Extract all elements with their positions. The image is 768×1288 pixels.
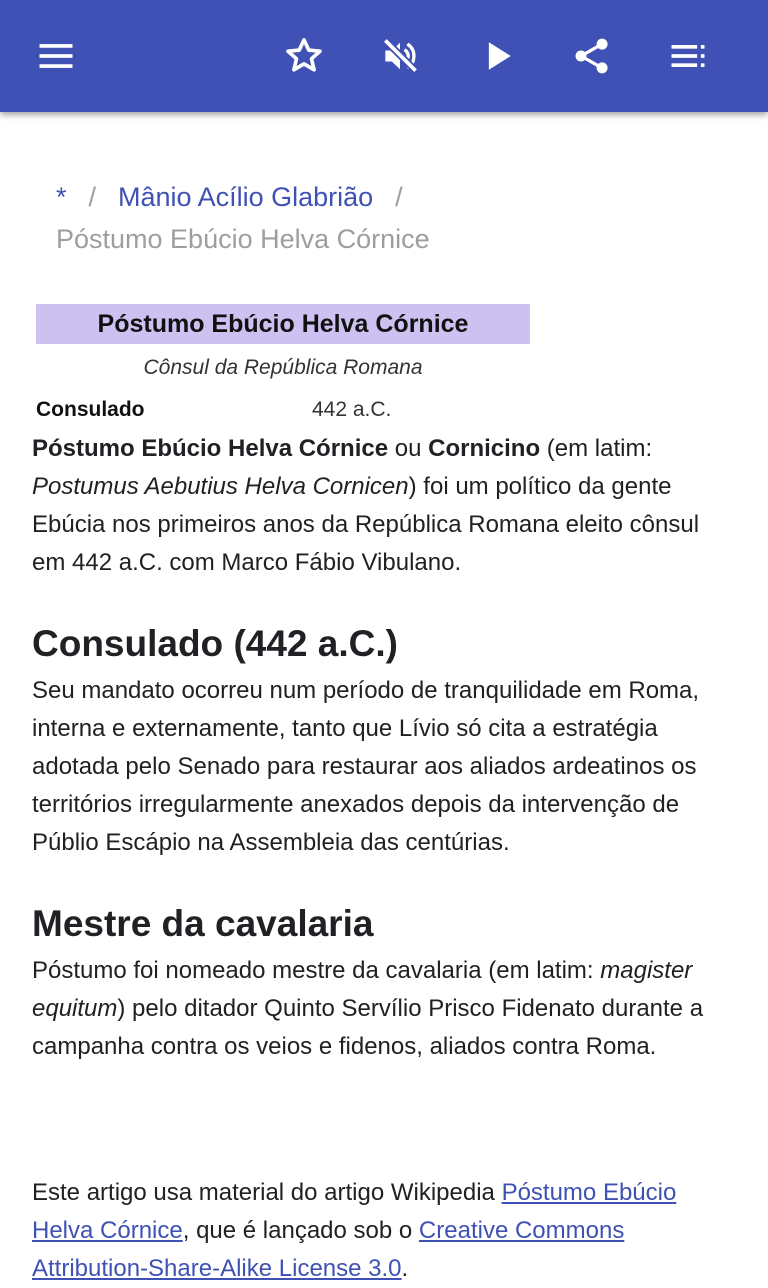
attribution-footer <box>32 1174 738 1288</box>
footer-text: . <box>401 1255 409 1282</box>
footer-text: Este artigo usa material do artigo Wikipedia <box>32 1179 502 1206</box>
menu-icon <box>34 34 78 78</box>
section-text: ) pelo ditador Quinto Servílio Prisco Fidenato durante a campanha contra os veios e fidenos, aliados contra Roma. <box>32 995 704 1060</box>
star-icon <box>282 34 326 78</box>
intro-latin-name: Postumus Aebutius Helva Cornicen <box>32 473 409 500</box>
menu-button[interactable] <box>24 24 88 88</box>
infobox-row-key: Consulado <box>36 398 145 421</box>
intro-alt-name: Cornicino <box>428 435 541 462</box>
breadcrumb-parent-link[interactable]: Mânio Acílio Glabrião <box>118 182 374 212</box>
infobox-subtitle: Cônsul da República Romana <box>143 356 423 379</box>
contents-button[interactable] <box>656 24 720 88</box>
intro-text: ) foi um político da gente Ebúcia nos primeiros anos da República Romana eleito cônsul em 442 a.C. com Marco Fábio Vibulano. <box>32 473 700 576</box>
intro-text: (em latim: <box>540 435 653 462</box>
volume-off-icon <box>378 34 422 78</box>
favorite-button[interactable] <box>272 24 336 88</box>
wikipedia-article-link[interactable]: Póstumo Ebúcio Helva Córnice <box>32 1179 677 1244</box>
section-text-consulado: Seu mandato ocorreu num período de tranquilidade em Roma, interna e externamente, tanto que Lívio só cita a estratégia adotada pelo Senado para restaurar aos aliados ardeatinos os territórios irregularmente anexados depois da intervenção de Públio Escápio na Assembleia das centúrias. <box>32 677 700 856</box>
intro-text: ou <box>388 435 429 462</box>
section-text-mestre <box>32 952 738 1066</box>
section-heading-consulado: Consulado (442 a.C.) <box>32 623 398 664</box>
breadcrumb-separator: / <box>395 182 403 212</box>
license-link[interactable]: Creative Commons Attribution-Share-Alike License 3.0 <box>32 1217 625 1282</box>
intro-paragraph <box>32 430 738 582</box>
app-bar <box>0 0 768 112</box>
share-icon <box>570 34 614 78</box>
infobox-row-value: 442 a.C. <box>312 398 392 421</box>
section-text: Póstumo foi nomeado mestre da cavalaria (em latim: <box>32 957 601 984</box>
infobox-title: Póstumo Ebúcio Helva Córnice <box>36 304 530 344</box>
play-icon <box>476 34 520 78</box>
playlist-icon <box>666 34 710 78</box>
play-button[interactable] <box>466 24 530 88</box>
footer-text: , que é lançado sob o <box>182 1217 419 1244</box>
intro-name: Póstumo Ebúcio Helva Córnice <box>32 435 389 462</box>
breadcrumb <box>56 176 736 260</box>
section-heading-mestre: Mestre da cavalaria <box>32 903 374 944</box>
breadcrumb-root-link[interactable]: * <box>56 182 67 212</box>
breadcrumb-separator: / <box>88 182 97 212</box>
share-button[interactable] <box>560 24 624 88</box>
latin-term: magister equitum <box>32 957 693 1022</box>
breadcrumb-current: Póstumo Ebúcio Helva Córnice <box>56 224 430 254</box>
mute-button[interactable] <box>368 24 432 88</box>
